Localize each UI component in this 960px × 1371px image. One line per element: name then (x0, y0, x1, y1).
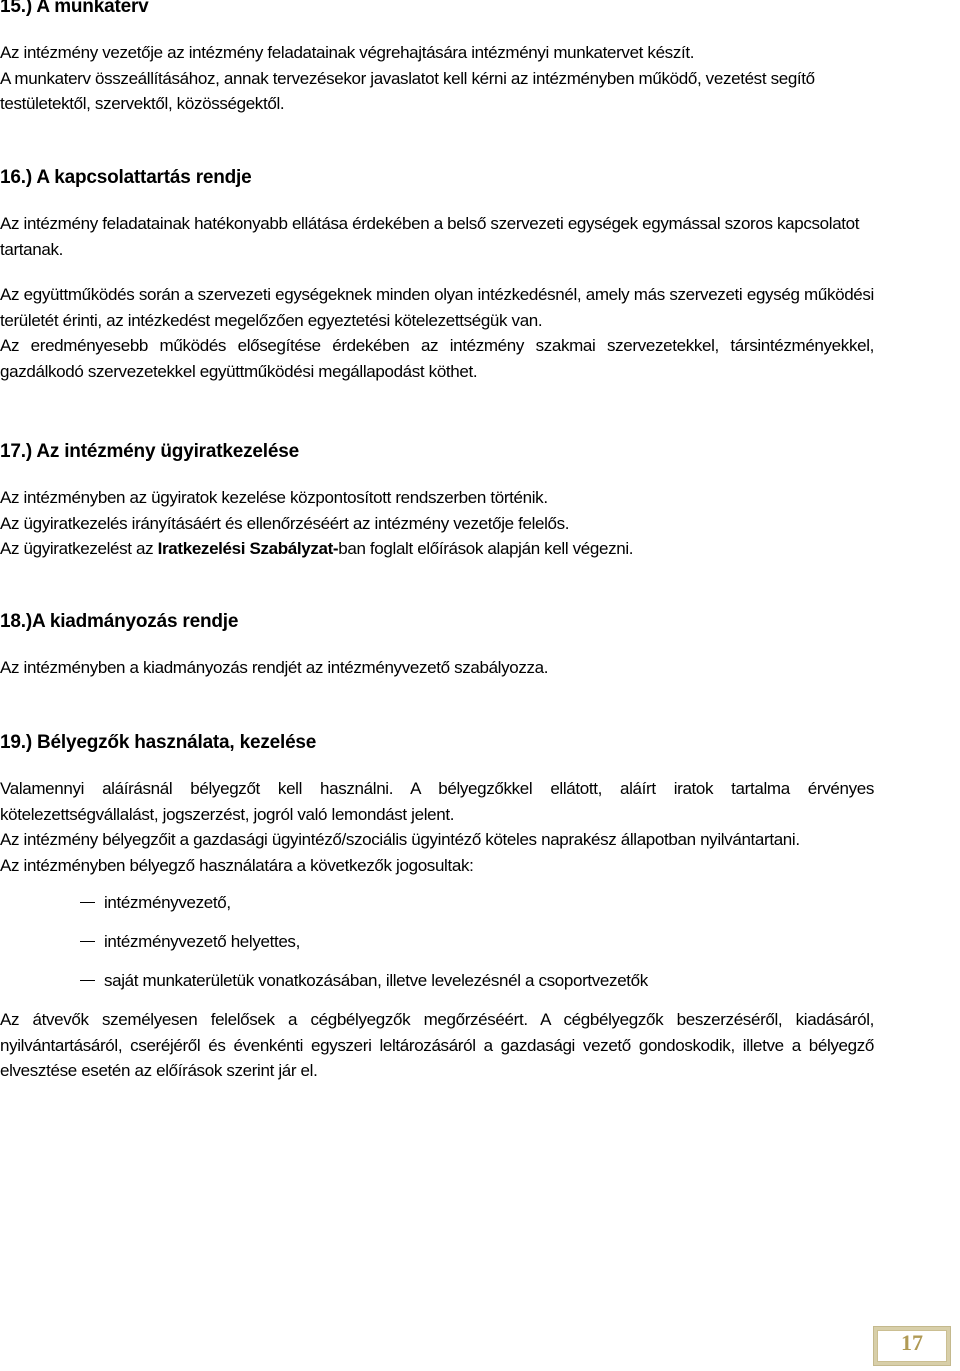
paragraph: Az intézményben bélyegző használatára a következők jogosultak: (0, 855, 474, 875)
authorized-users-list (0, 890, 874, 993)
list-item (0, 890, 874, 915)
section-heading: 17.) Az intézmény ügyiratkezelése (0, 441, 299, 462)
regulation-text-before: Az ügyiratkezelést az (0, 539, 158, 558)
paragraph: Az intézmény bélyegzőit a gazdasági ügyintéző/szociális ügyintéző köteles naprakész állapotban nyilvántartani. (0, 830, 800, 849)
section-belyegzok (0, 730, 874, 1084)
dash-bullet-icon (80, 980, 95, 981)
paragraph-regulation (0, 536, 874, 562)
paragraph: Az intézmény vezetője az intézmény feladatainak végrehajtására intézményi munkatervet készít. (0, 43, 695, 62)
paragraph: Az intézményben az ügyiratok kezelése központosított rendszerben történik. (0, 488, 548, 507)
section-heading: 15.) A munkaterv (0, 0, 149, 17)
section-heading: 19.) Bélyegzők használata, kezelése (0, 732, 317, 753)
paragraph: A munkaterv összeállításához, annak tervezésekor javaslatot kell kérni az intézményben működő, vezetést segítő testületektől, szervektől, közösségektől. (0, 68, 815, 113)
dash-bullet-icon (80, 941, 95, 942)
page-number-badge (873, 1326, 951, 1366)
list-item-text: saját munkaterületük vonatkozásában, illetve levelezésnél a csoportvezetők (104, 971, 648, 990)
paragraph: Az ügyiratkezelés irányításáért és ellenőrzéséért az intézmény vezetője felelős. (0, 513, 570, 533)
section-kapcsolattartas (0, 165, 874, 384)
dash-bullet-icon (80, 902, 95, 903)
section-heading: 18.)A kiadmányozás rendje (0, 611, 239, 632)
list-item-text: intézményvezető helyettes, (104, 932, 300, 951)
paragraph: Az intézményben a kiadmányozás rendjét az intézményvezető szabályozza. (0, 658, 549, 677)
paragraph: Az átvevők személyesen felelősek a cégbélyegzők megőrzéséért. A cégbélyegzők beszerzéséről, kiadásáról, nyilvántartásáról, cseréjéről és évenkénti egyszeri leltározásáról a gazdasági vezető gondoskodik, illetve a bélyegző elvesztése esetén az előírások szerint jár el. (0, 1010, 874, 1080)
section-heading: 16.) A kapcsolattartás rendje (0, 167, 252, 188)
paragraph: Az eredményesebb működés elősegítése érdekében az intézmény szakmai szervezetekkel, társintézményekkel, gazdálkodó szervezetekkel együttműködési megállapodást köthet. (0, 336, 874, 381)
page-number: 17 (901, 1330, 923, 1355)
list-item (0, 968, 874, 993)
section-kiadmanyozas (0, 609, 874, 681)
regulation-name: Iratkezelési Szabályzat- (157, 539, 339, 558)
section-ugyiratkezeles (0, 439, 874, 562)
section-munkaterv (0, 0, 874, 117)
paragraph: Az együttműködés során a szervezeti egységeknek minden olyan intézkedésnél, amely más szervezeti egység működési területét érinti, az intézkedést megelőzően egyeztetési kötelezettségük van. (0, 285, 874, 330)
regulation-text-after: ban foglalt előírások alapján kell végezni. (338, 539, 634, 558)
paragraph: Az intézmény feladatainak hatékonyabb ellátása érdekében a belső szervezeti egységek egymással szoros kapcsolatot tartanak. (0, 214, 860, 259)
list-item-text: intézményvezető, (104, 893, 231, 912)
list-item (0, 929, 874, 954)
paragraph: Valamennyi aláírásnál bélyegzőt kell használni. A bélyegzőkkel ellátott, aláírt iratok tartalma érvényes kötelezettségvállalást, jogszerzést, jogról való lemondást jelent. (0, 779, 874, 824)
